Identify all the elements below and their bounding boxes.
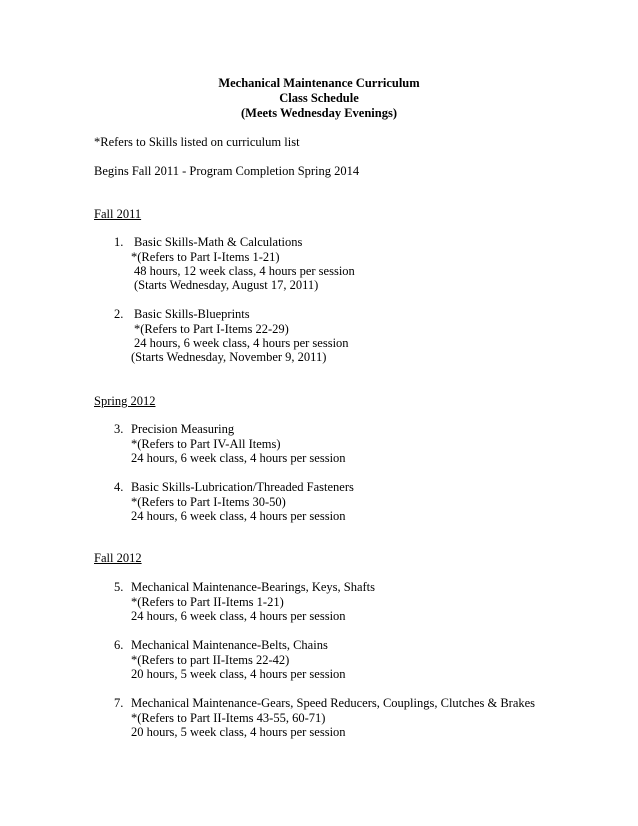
item-title: Basic Skills-Math & Calculations <box>134 235 303 249</box>
document-meeting-note: (Meets Wednesday Evenings) <box>240 106 398 120</box>
item-refers: *(Refers to Part I-Items 1-21) <box>131 250 280 264</box>
item-number: 7. <box>114 696 124 710</box>
item-number: 1. <box>114 235 124 249</box>
program-span: Begins Fall 2011 - Program Completion Spring 2014 <box>94 164 360 178</box>
item-refers: *(Refers to Part I-Items 30-50) <box>131 495 286 509</box>
document-subtitle: Class Schedule <box>279 91 359 105</box>
item-start-date: (Starts Wednesday, August 17, 2011) <box>134 278 319 292</box>
item-number: 4. <box>114 480 124 494</box>
item-title: Basic Skills-Lubrication/Threaded Fasteners <box>131 480 354 494</box>
item-title: Mechanical Maintenance-Bearings, Keys, Shafts <box>131 580 376 594</box>
section-heading-fall-2011: Fall 2011 <box>94 207 142 221</box>
item-refers: *(Refers to Part I-Items 22-29) <box>134 322 289 336</box>
item-start-date: (Starts Wednesday, November 9, 2011) <box>131 350 327 364</box>
refers-note: *Refers to Skills listed on curriculum list <box>94 135 300 149</box>
item-details: 48 hours, 12 week class, 4 hours per session <box>134 264 355 278</box>
item-refers: *(Refers to part II-Items 22-42) <box>131 653 290 667</box>
item-details: 24 hours, 6 week class, 4 hours per session <box>134 336 349 350</box>
item-refers: *(Refers to Part II-Items 1-21) <box>131 595 284 609</box>
item-number: 5. <box>114 580 124 594</box>
item-details: 20 hours, 5 week class, 4 hours per session <box>131 725 346 739</box>
document-title: Mechanical Maintenance Curriculum <box>218 76 420 90</box>
item-details: 20 hours, 5 week class, 4 hours per session <box>131 667 346 681</box>
item-details: 24 hours, 6 week class, 4 hours per session <box>131 451 346 465</box>
item-title: Precision Measuring <box>131 422 235 436</box>
item-title: Basic Skills-Blueprints <box>134 307 250 321</box>
item-title: Mechanical Maintenance-Gears, Speed Reducers, Couplings, Clutches & Brakes <box>131 696 536 710</box>
item-number: 6. <box>114 638 124 652</box>
item-refers: *(Refers to Part II-Items 43-55, 60-71) <box>131 711 326 725</box>
item-number: 3. <box>114 422 124 436</box>
section-heading-fall-2012: Fall 2012 <box>94 551 142 565</box>
item-number: 2. <box>114 307 124 321</box>
section-heading-spring-2012: Spring 2012 <box>94 394 156 408</box>
item-details: 24 hours, 6 week class, 4 hours per session <box>131 509 346 523</box>
item-title: Mechanical Maintenance-Belts, Chains <box>131 638 328 652</box>
item-details: 24 hours, 6 week class, 4 hours per session <box>131 609 346 623</box>
item-refers: *(Refers to Part IV-All Items) <box>131 437 281 451</box>
